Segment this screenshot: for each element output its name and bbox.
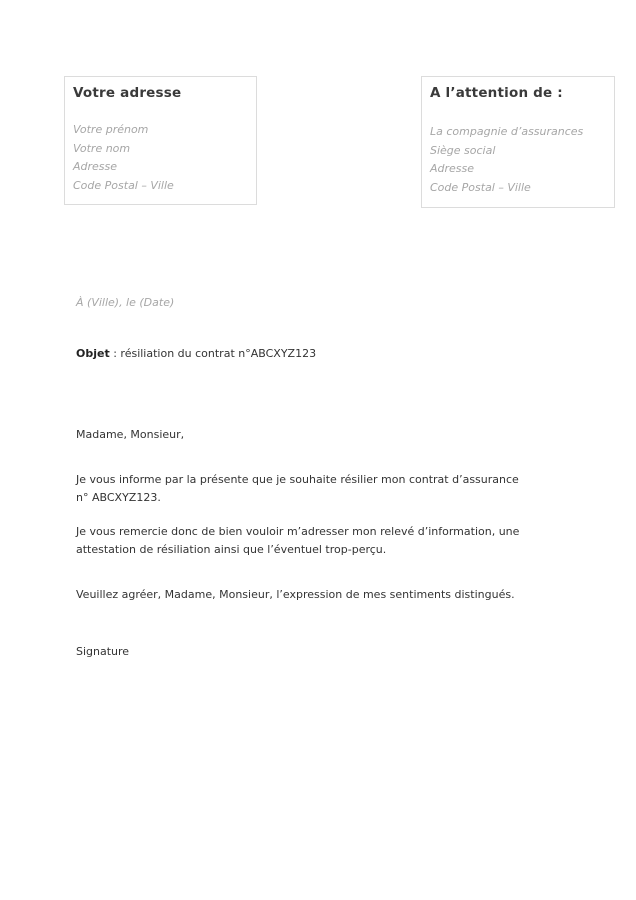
recipient-address-box <box>421 76 615 208</box>
paragraph-1-line-2: n° ABCXYZ123. <box>76 490 161 504</box>
subject-line <box>76 345 316 363</box>
paragraph-2 <box>76 523 519 558</box>
sender-postal-city: Code Postal – Ville <box>73 178 174 192</box>
recipient-title: A l’attention de : <box>430 85 563 101</box>
sender-title: Votre adresse <box>73 85 182 101</box>
recipient-address: Adresse <box>430 162 475 175</box>
sender-lastname: Votre nom <box>73 141 131 155</box>
sender-firstname: Votre prénom <box>73 123 149 136</box>
closing-formula: Veuillez agréer, Madame, Monsieur, l’expression de mes sentiments distingués. <box>76 588 515 601</box>
signature: Signature <box>76 645 130 658</box>
recipient-postal-city: Code Postal – Ville <box>430 180 531 194</box>
sender-address-box <box>64 76 257 205</box>
sender-address: Adresse <box>73 160 118 173</box>
paragraph-2-line-1: Je vous remercie donc de bien vouloir m’adresser mon relevé d’information, une <box>76 525 520 538</box>
place-date: À (Ville), le (Date) <box>76 296 175 309</box>
subject-text: : résiliation du contrat n°ABCXYZ123 <box>109 347 317 360</box>
recipient-head-office: Siège social <box>430 143 496 157</box>
recipient-company: La compagnie d’assurances <box>430 125 584 138</box>
subject-label: Objet <box>76 347 110 360</box>
salutation: Madame, Monsieur, <box>76 428 185 441</box>
paragraph-1-line-1: Je vous informe par la présente que je souhaite résilier mon contrat d’assurance <box>76 473 519 486</box>
paragraph-1 <box>76 471 519 506</box>
paragraph-2-line-2: attestation de résiliation ainsi que l’éventuel trop-perçu. <box>76 542 387 556</box>
